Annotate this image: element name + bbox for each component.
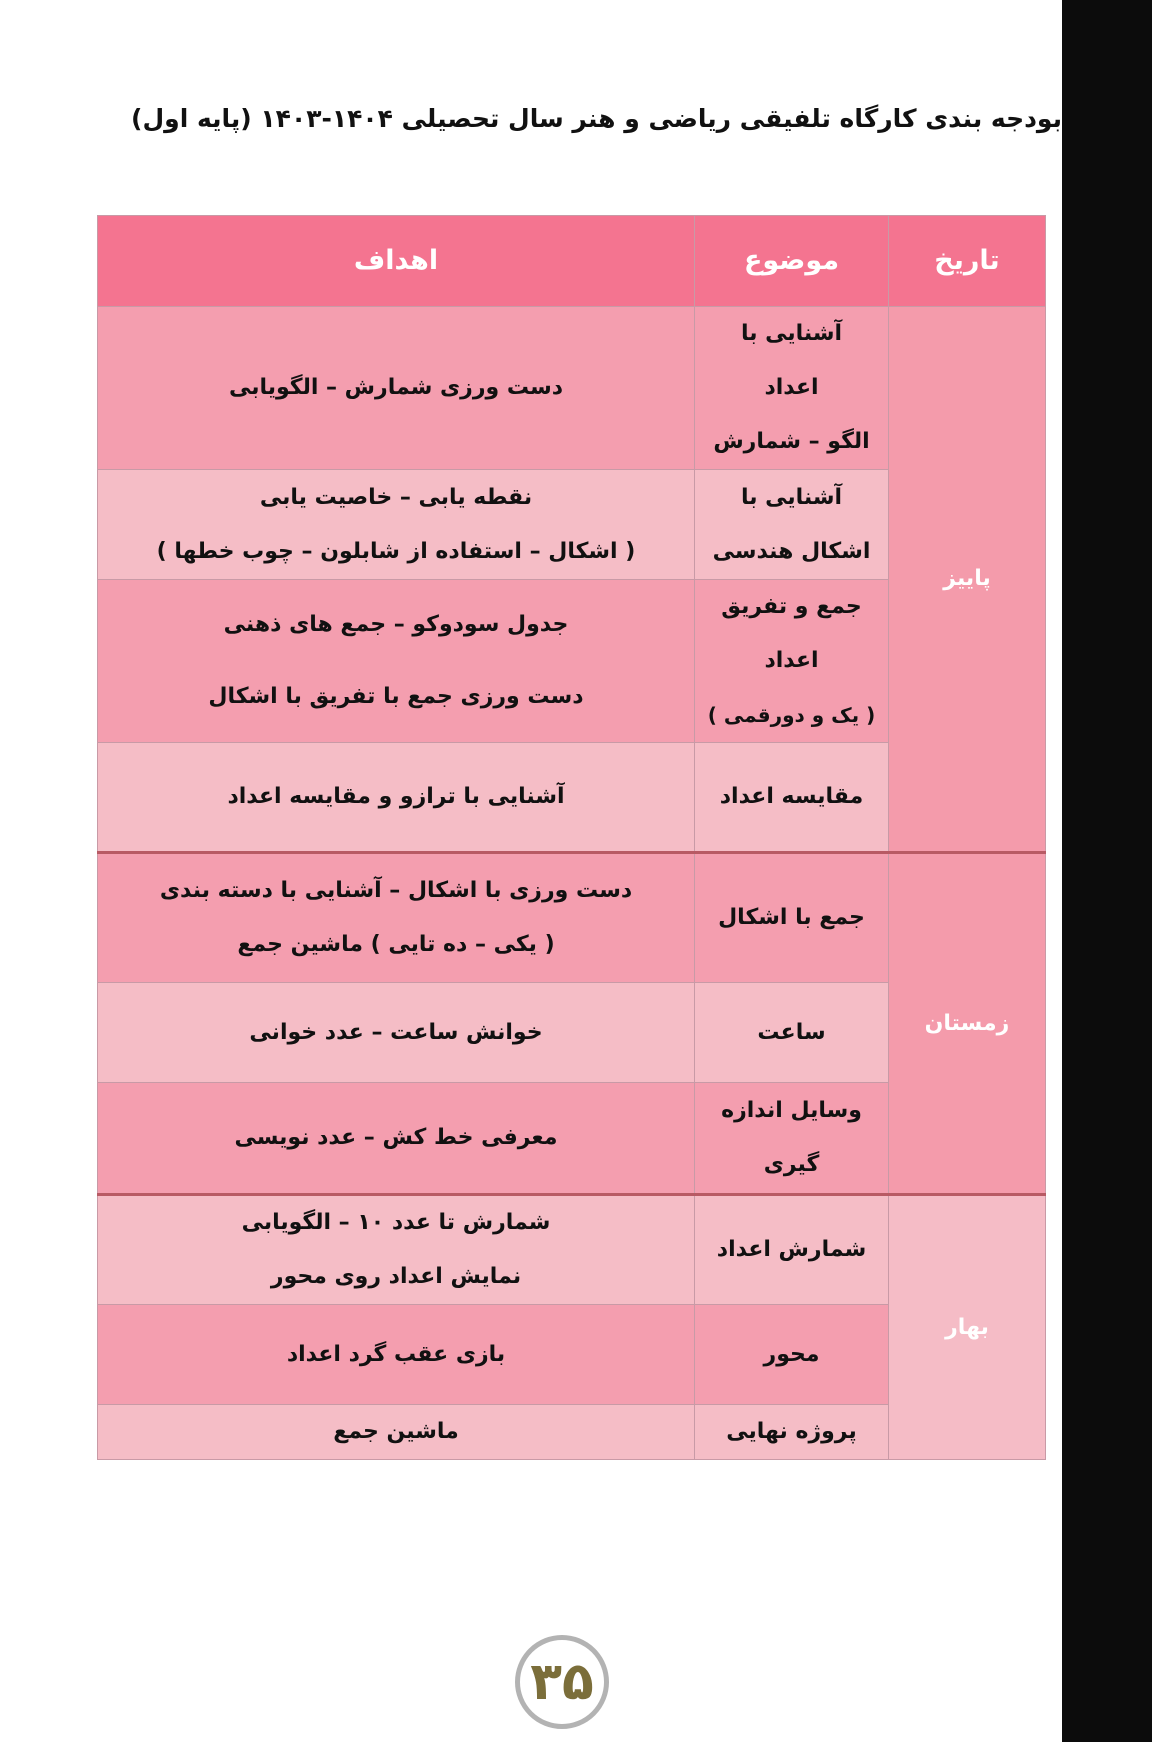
header-topic: موضوع: [695, 216, 889, 307]
budget-table: [97, 215, 1046, 1460]
goals-cell: جدول سودوکو – جمع های ذهنی دست ورزی جمع با تفریق با اشکال: [98, 580, 695, 743]
goals-cell: دست ورزی با اشکال – آشنایی با دسته بندی ( یکی – ده تایی ) ماشین جمع: [98, 853, 695, 983]
topic-cell: جمع و تفریق اعداد ( یک و دورقمی ): [695, 580, 889, 743]
topic-cell: پروژه نهایی: [695, 1405, 889, 1460]
goals-cell: نقطه یابی – خاصیت یابی ( اشکال – استفاده از شابلون – چوب خطها ): [98, 470, 695, 580]
goals-cell: معرفی خط کش – عدد نویسی: [98, 1083, 695, 1195]
goals-cell: ماشین جمع: [98, 1405, 695, 1460]
header-row: [98, 216, 1046, 307]
goals-cell: آشنایی با ترازو و مقایسه اعداد: [98, 743, 695, 853]
topic-cell: شمارش اعداد: [695, 1195, 889, 1305]
goals-cell: بازی عقب گرد اعداد: [98, 1305, 695, 1405]
table-row: [98, 307, 1046, 470]
topic-cell: مقایسه اعداد: [695, 743, 889, 853]
season-winter: زمستان: [889, 853, 1046, 1195]
goals-cell: دست ورزی شمارش – الگویابی: [98, 307, 695, 470]
page-edge-bar: [1062, 0, 1152, 1742]
goals-cell: شمارش تا عدد ۱۰ – الگویابی نمایش اعداد روی محور: [98, 1195, 695, 1305]
topic-cell: وسایل اندازه گیری: [695, 1083, 889, 1195]
topic-cell: ساعت: [695, 983, 889, 1083]
topic-cell: جمع با اشکال: [695, 853, 889, 983]
page-number: ۳۵: [515, 1635, 609, 1729]
topic-cell: آشنایی با اشکال هندسی: [695, 470, 889, 580]
table-row: [98, 853, 1046, 983]
document-title: بودجه بندی کارگاه تلفیقی ریاضی و هنر سال تحصیلی ۱۴۰۴-۱۴۰۳ (پایه اول): [131, 104, 1062, 133]
season-spring: بهار: [889, 1195, 1046, 1460]
header-goals: اهداف: [98, 216, 695, 307]
season-autumn: پاییز: [889, 307, 1046, 853]
goals-cell: خوانش ساعت – عدد خوانی: [98, 983, 695, 1083]
header-date: تاریخ: [889, 216, 1046, 307]
topic-cell: آشنایی با اعداد الگو – شمارش: [695, 307, 889, 470]
table-row: [98, 1195, 1046, 1305]
topic-cell: محور: [695, 1305, 889, 1405]
